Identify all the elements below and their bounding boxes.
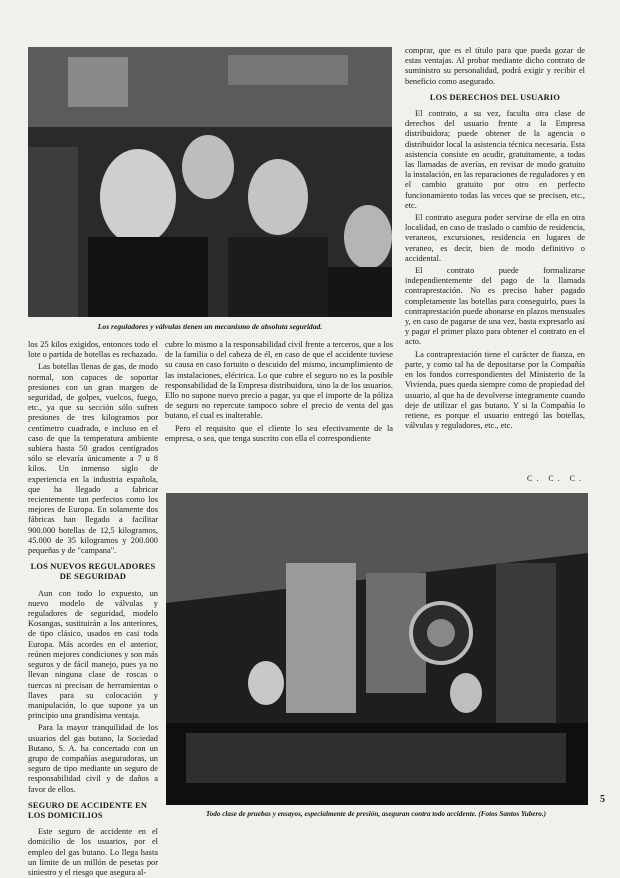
paragraph: Para la mayor tranquilidad de los usuarios del gas butano, la Sociedad Butano, S. A. ha concertado con un grupo de compañías aseguradoras, un seguro de tipo mediante un seguro de responsabilidad civil y de daños a favor de ellos. bbox=[28, 723, 158, 794]
paragraph: El contrato puede formalizarse independientemente del pago de la llamada contraprestación. No es preciso haber pagado completamente las botellas para conseguirlo, pues la contraprestación puede abonarse en plazos mensuales y, en caso de pagarse de una vez, basta expresarlo así y pagar el primer plazo para obtener el contrato en el acto. bbox=[405, 266, 585, 347]
photo-top-caption: Los reguladores y válvulas tienen un mecanismo de absoluta seguridad. bbox=[97, 322, 323, 331]
photo-bottom-caption: Todo clase de pruebas y ensayos, especialmente de presión, aseguran contra todo accidente. (Fotos Santos Yubero.) bbox=[205, 810, 547, 818]
article-column-right-top bbox=[405, 46, 585, 482]
section-heading-usuario: LOS DERECHOS DEL USUARIO bbox=[429, 92, 561, 102]
section-heading-reguladores: LOS NUEVOS REGULADORES DE SEGURIDAD bbox=[30, 562, 156, 582]
paragraph: El contrato asegura poder servirse de ella en otra localidad, en caso de traslado o cambio de residencia, veraneos, excursiones, residencia en lugares de veraneo, es decir, bien de modo definitivo o accidental. bbox=[405, 213, 585, 263]
page-number: 5 bbox=[600, 794, 605, 805]
article-column-left bbox=[28, 340, 158, 877]
paragraph: cubre lo mismo a la responsabilidad civil frente a terceros, que a los de la familia o del cabeza de él, en caso de que el accidente tuviese su causa en caso fortuito o descuido del mismo, incumplimiento de las instalaciones, eléctrica. Lo que cubre el seguro no es la posible responsabilidad de la Empresa distribuidora, sino la de los usuarios. Ello no supone nuevo precio a pagar, ya que el importe de la póliza de seguro no repercute tampoco sobre el precio de venta del gas butano, el cual es inalterable. bbox=[165, 340, 393, 421]
article-column-middle bbox=[165, 340, 393, 485]
paragraph: Pero el requisito que el cliente lo sea efectivamente de la empresa, o sea, que tenga suscrito con ella el correspondiente bbox=[165, 423, 393, 443]
paragraph: comprar, que es el título para que pueda gozar de estas ventajas. Al probar mediante dicho contrato de suministro su personalidad, podrá exigir y recibir el beneficio como asegurado. bbox=[405, 46, 585, 86]
paragraph: Aun con todo lo expuesto, un nuevo modelo de válvulas y reguladores de seguridad, modelo Kosangas, sustituirán a los anteriores, de tipo clásico, usados en casi toda Europa. Más acordes en el anterior, reúnen mejores condiciones y son más seguros y de fácil manejo, pues ya no llevan ninguna clase de roscas o tuercas ni precisan de herramientas o llaves para su colocación y manipulación, lo que supone ya un principio una grandísima ventaja. bbox=[28, 588, 158, 721]
paragraph: Las botellas llenas de gas, de modo normal, son capaces de soportar presiones con un gran margen de seguridad, de golpes, vuelcos, fuego, etc., ya que su sección sólo sufren presiones de tres kilogramos por centímetro cuadrado, e incluso en el caso de que la temperatura ambiente subiera hasta 50 grados centígrados sólo se elevaría únicamente a 7 u 8 kilos. Un inmenso siglo de experiencia en la industria española, que ha llegado a fabricar recientemente tan perfectos como los mejores de Europa. En solamente dos fábricas han llegado a facilitar 900.000 botellas de 12,5 kilogramos, 45.000 de 35 kilogramos y 200.000 pequeñas y de "campana". bbox=[28, 362, 158, 556]
photo-top-regulators bbox=[28, 47, 392, 317]
paragraph: El contrato, a su vez, faculta otra clase de derechos del usuario frente a la Empresa distribuidora; puede obtener de la agencia o distribuidor local la asistencia técnica necesaria. Esta asistencia consiste en acudir, gratuitamente, a todas las llamadas de averías, en revisar de modo gratuito la instalación, en las reparaciones de reguladores y en el cambio gratuito por otro en perfecto funcionamiento todas las veces que se precisen, etc., etc. bbox=[405, 109, 585, 210]
author-signature: C. C. C. bbox=[526, 474, 585, 483]
paragraph: los 25 kilos exigidos, entonces todo el lote o partida de botellas es rechazado. bbox=[28, 340, 158, 360]
paragraph: La contraprestación tiene el carácter de fianza, en parte, y como tal ha de depositarse por la Compañía en los fondos correspondientes del Ministerio de la Vivienda, pues queda siempre como de propiedad del usuario, al que ha de devolverse íntegramente cuando deje de utilizar el gas butano. Y si la Compañía lo retiene, es porque el usuario entregó las botellas, válvulas y reguladores, etc., etc. bbox=[405, 349, 585, 431]
photo-bottom-pressure-tests bbox=[166, 493, 588, 805]
section-heading-seguro: SEGURO DE ACCIDENTE EN LOS DOMICILIOS bbox=[28, 800, 148, 820]
paragraph: Este seguro de accidente en el domicilio de los usuarios, por el empleo del gas butano. Lo llega hasta un límite de un millón de pesetas por siniestro y el riesgo que asegura al- bbox=[28, 827, 158, 877]
